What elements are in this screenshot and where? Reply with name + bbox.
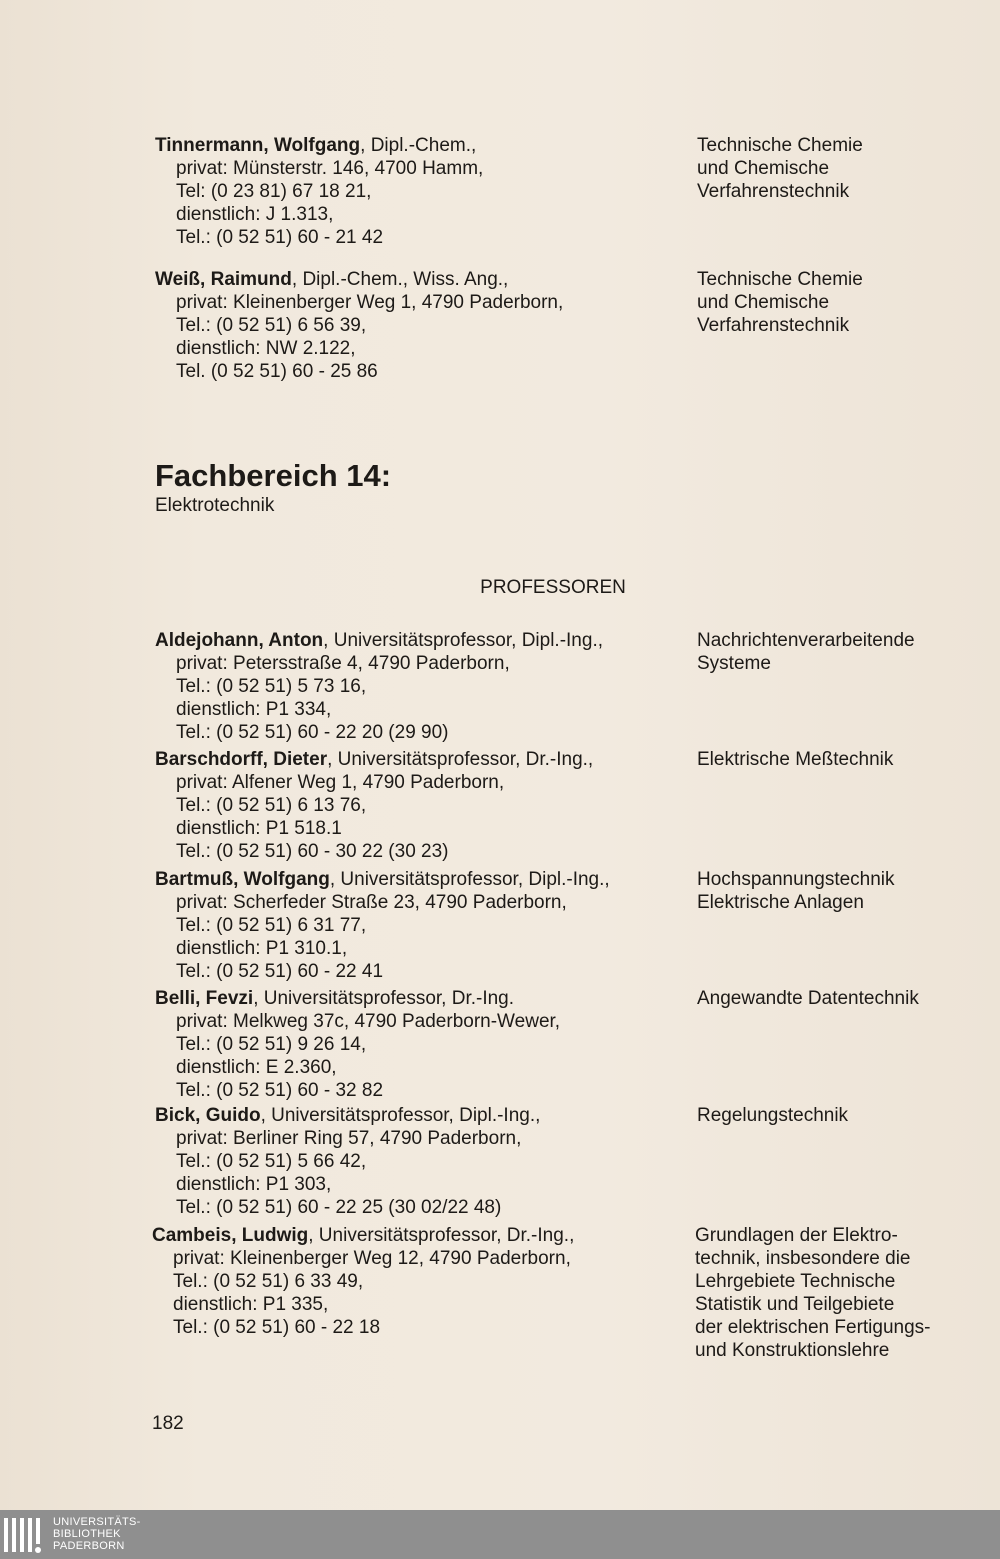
entry-field: [697, 134, 987, 203]
entry-line: dienstlich: P1 303,: [176, 1174, 332, 1195]
field-line: Lehrgebiete Technische: [695, 1271, 896, 1292]
entry-line: privat: Melkweg 37c, 4790 Paderborn-Wewer,: [176, 1011, 561, 1032]
entry-line: privat: Münsterstr. 146, 4700 Hamm,: [176, 158, 484, 179]
entry-name: Bick, Guido: [155, 1105, 261, 1126]
entry-field: [697, 987, 987, 1010]
entry-field: [697, 868, 987, 914]
entry-line: Tel.: (0 52 51) 6 33 49,: [173, 1271, 364, 1292]
field-line: und Konstruktionslehre: [695, 1340, 890, 1361]
field-line: Hochspannungstechnik: [697, 869, 895, 890]
entry-line: Tel.: (0 52 51) 9 26 14,: [176, 1034, 367, 1055]
entry-title: , Universitätsprofessor, Dr.-Ing.,: [327, 749, 594, 770]
entry-title: , Universitätsprofessor, Dipl.-Ing.,: [323, 630, 603, 651]
entry-line: privat: Berliner Ring 57, 4790 Paderborn,: [176, 1128, 522, 1149]
field-line: Technische Chemie: [697, 269, 863, 290]
entry-person: [155, 868, 685, 983]
field-line: Systeme: [697, 653, 771, 674]
field-line: Verfahrenstechnik: [697, 181, 850, 202]
entry-line: Tel.: (0 52 51) 60 - 21 42: [176, 227, 384, 248]
entry-person: [155, 134, 685, 249]
entry-line: Tel.: (0 52 51) 60 - 22 20 (29 90): [176, 722, 449, 743]
logo-line: PADERBORN: [53, 1540, 125, 1552]
entry-name: Belli, Fevzi: [155, 988, 254, 1009]
entry-field: [697, 748, 987, 771]
entry-line: Tel.: (0 52 51) 60 - 22 18: [173, 1317, 381, 1338]
logo-line: BIBLIOTHEK: [53, 1528, 121, 1540]
entry-line: privat: Scherfeder Straße 23, 4790 Paderborn,: [176, 892, 567, 913]
entry-name: Barschdorff, Dieter: [155, 749, 328, 770]
entry-person: [155, 629, 685, 744]
entry-line: dienstlich: J 1.313,: [176, 204, 334, 225]
entry-line: Tel.: (0 52 51) 5 66 42,: [176, 1151, 367, 1172]
field-line: Elektrische Anlagen: [697, 892, 864, 913]
entry-person: [155, 268, 685, 383]
entry-line: Tel: (0 23 81) 67 18 21,: [176, 181, 372, 202]
field-line: Nachrichtenverarbeitende: [697, 630, 915, 651]
field-line: der elektrischen Fertigungs-: [695, 1317, 931, 1338]
entry-line: Tel.: (0 52 51) 6 31 77,: [176, 915, 367, 936]
entry-title: , Dipl.-Chem.,: [360, 135, 477, 156]
entry-name: Tinnermann, Wolfgang: [155, 135, 361, 156]
entry-person: [155, 1104, 685, 1219]
page-number: 182: [152, 1413, 184, 1434]
entry-person: [152, 1224, 682, 1339]
field-line: und Chemische: [697, 158, 830, 179]
field-line: technik, insbesondere die: [695, 1248, 911, 1269]
library-footer-bar: [0, 1510, 1000, 1559]
field-line: Technische Chemie: [697, 135, 863, 156]
entry-line: Tel. (0 52 51) 60 - 25 86: [176, 361, 378, 382]
entry-field: [697, 268, 987, 337]
entry-line: dienstlich: P1 334,: [176, 699, 332, 720]
entry-line: privat: Petersstraße 4, 4790 Paderborn,: [176, 653, 510, 674]
entry-line: privat: Alfener Weg 1, 4790 Paderborn,: [176, 772, 505, 793]
field-line: Elektrische Meßtechnik: [697, 749, 894, 770]
entry-title: , Dipl.-Chem., Wiss. Ang.,: [291, 269, 509, 290]
field-line: Grundlagen der Elektro-: [695, 1225, 898, 1246]
entry-line: dienstlich: NW 2.122,: [176, 338, 356, 359]
entry-name: Bartmuß, Wolfgang: [155, 869, 330, 890]
field-line: Statistik und Teilgebiete: [695, 1294, 895, 1315]
entry-title: , Universitätsprofessor, Dipl.-Ing.,: [329, 869, 610, 890]
entry-line: Tel.: (0 52 51) 60 - 30 22 (30 23): [176, 841, 449, 862]
entry-person: [155, 748, 685, 863]
entry-title: , Universitätsprofessor, Dr.-Ing.: [253, 988, 515, 1009]
entry-name: Weiß, Raimund: [155, 269, 292, 290]
entry-field: [697, 1104, 987, 1127]
library-logo-text: [53, 1516, 141, 1552]
entry-line: Tel.: (0 52 51) 6 56 39,: [176, 315, 367, 336]
group-heading: PROFESSOREN: [480, 577, 626, 598]
university-library-logo-icon: [2, 1514, 46, 1556]
entry-line: dienstlich: P1 518.1: [176, 818, 342, 839]
entry-line: privat: Kleinenberger Weg 12, 4790 Paderborn,: [173, 1248, 571, 1269]
entry-line: Tel.: (0 52 51) 60 - 22 41: [176, 961, 384, 982]
logo-line: UNIVERSITÄTS-: [53, 1516, 141, 1528]
entry-person: [155, 987, 685, 1102]
entry-field: [697, 629, 987, 675]
entry-line: Tel.: (0 52 51) 5 73 16,: [176, 676, 367, 697]
entry-line: Tel.: (0 52 51) 6 13 76,: [176, 795, 367, 816]
entry-line: Tel.: (0 52 51) 60 - 32 82: [176, 1080, 384, 1101]
section-title: Fachbereich 14:: [155, 458, 392, 493]
entry-line: privat: Kleinenberger Weg 1, 4790 Paderborn,: [176, 292, 564, 313]
entry-title: , Universitätsprofessor, Dr.-Ing.,: [308, 1225, 575, 1246]
entry-field: [695, 1224, 985, 1362]
section-subtitle: Elektrotechnik: [155, 495, 275, 516]
field-line: Verfahrenstechnik: [697, 315, 850, 336]
field-line: Regelungstechnik: [697, 1105, 849, 1126]
entry-line: dienstlich: P1 335,: [173, 1294, 329, 1315]
entry-name: Cambeis, Ludwig: [152, 1225, 309, 1246]
entry-name: Aldejohann, Anton: [155, 630, 324, 651]
entry-line: dienstlich: E 2.360,: [176, 1057, 337, 1078]
entry-line: Tel.: (0 52 51) 60 - 22 25 (30 02/22 48): [176, 1197, 502, 1218]
field-line: und Chemische: [697, 292, 830, 313]
entry-line: dienstlich: P1 310.1,: [176, 938, 348, 959]
entry-title: , Universitätsprofessor, Dipl.-Ing.,: [260, 1105, 541, 1126]
field-line: Angewandte Datentechnik: [697, 988, 919, 1009]
